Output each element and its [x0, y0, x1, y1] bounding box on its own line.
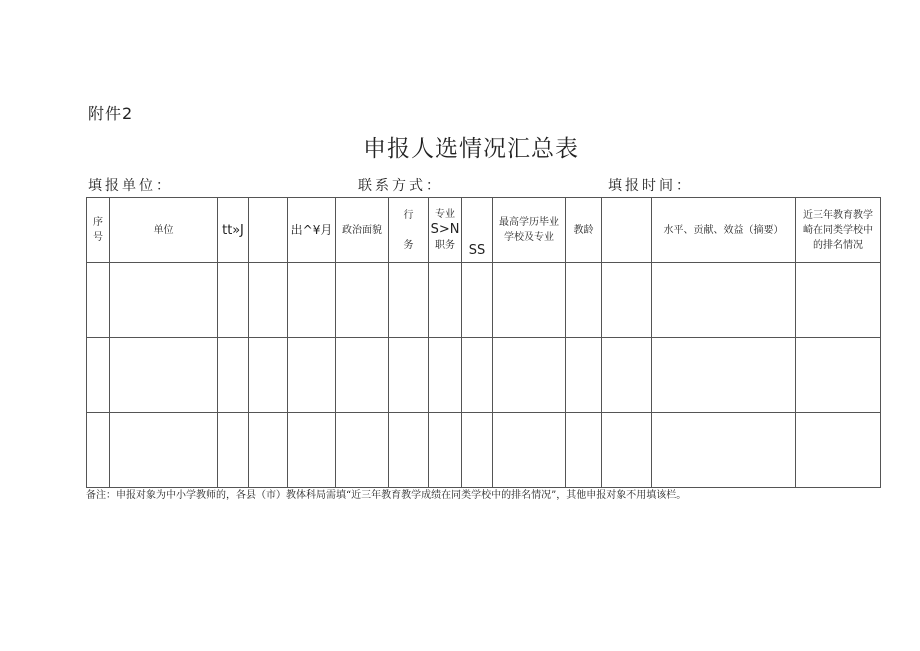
table-cell[interactable]	[602, 338, 652, 413]
table-cell[interactable]	[110, 263, 218, 338]
table-cell[interactable]	[288, 263, 336, 338]
table-cell[interactable]	[110, 338, 218, 413]
table-cell[interactable]	[389, 263, 429, 338]
table-cell[interactable]	[288, 338, 336, 413]
reporting-unit-label: 填报单位：	[88, 178, 173, 194]
table-cell[interactable]	[493, 338, 566, 413]
table-cell[interactable]	[566, 338, 602, 413]
summary-table	[86, 197, 881, 488]
table-cell[interactable]	[249, 413, 288, 488]
header-major: 专业 S>N 职务	[429, 198, 462, 263]
table-cell[interactable]	[796, 338, 881, 413]
header-politics: 政治面貌	[336, 198, 389, 263]
table-cell[interactable]	[602, 413, 652, 488]
table-cell[interactable]	[87, 413, 110, 488]
table-cell[interactable]	[389, 338, 429, 413]
table-cell[interactable]	[288, 413, 336, 488]
table-cell[interactable]	[652, 263, 796, 338]
reporting-time-label: 填报时间：	[608, 178, 693, 194]
table-cell[interactable]	[218, 338, 249, 413]
table-cell[interactable]	[652, 413, 796, 488]
table-cell[interactable]	[429, 413, 462, 488]
table-cell[interactable]	[796, 413, 881, 488]
footnote: 备注：申报对象为中小学教师的，各县（市）教体科局需填“近三年教育教学成绩在同类学校中的排名情况”，其他申报对象不用填该栏。	[86, 490, 687, 501]
table-cell[interactable]	[110, 413, 218, 488]
table-cell[interactable]	[249, 338, 288, 413]
table-row	[87, 338, 881, 413]
table-cell[interactable]	[493, 413, 566, 488]
header-col4	[249, 198, 288, 263]
table-cell[interactable]	[652, 338, 796, 413]
table-cell[interactable]	[566, 263, 602, 338]
header-col12	[602, 198, 652, 263]
header-position: 行 务	[389, 198, 429, 263]
table-header-row	[87, 198, 881, 263]
header-unit: 单位	[110, 198, 218, 263]
header-col9: SS	[462, 198, 493, 263]
table-cell[interactable]	[87, 263, 110, 338]
table-cell[interactable]	[336, 263, 389, 338]
table-cell[interactable]	[389, 413, 429, 488]
contact-label: 联系方式：	[358, 178, 443, 194]
header-col3: tt»J	[218, 198, 249, 263]
table-cell[interactable]	[493, 263, 566, 338]
table-row	[87, 413, 881, 488]
table-row	[87, 263, 881, 338]
header-level: 水平、贡献、效益（摘要）	[652, 198, 796, 263]
table-cell[interactable]	[602, 263, 652, 338]
table-cell[interactable]	[429, 263, 462, 338]
table-cell[interactable]	[87, 338, 110, 413]
table-cell[interactable]	[336, 338, 389, 413]
form-title: 申报人选情况汇总表	[363, 136, 579, 162]
table-cell[interactable]	[462, 338, 493, 413]
table-cell[interactable]	[462, 413, 493, 488]
table-cell[interactable]	[336, 413, 389, 488]
table-cell[interactable]	[249, 263, 288, 338]
attachment-label: 附件2	[88, 104, 134, 123]
table-cell[interactable]	[566, 413, 602, 488]
table-cell[interactable]	[462, 263, 493, 338]
header-education: 最高学历毕业 学校及专业	[493, 198, 566, 263]
table-cell[interactable]	[218, 413, 249, 488]
header-seq: 序 号	[87, 198, 110, 263]
table-cell[interactable]	[796, 263, 881, 338]
table-cell[interactable]	[218, 263, 249, 338]
header-teaching-age: 教龄	[566, 198, 602, 263]
table-cell[interactable]	[429, 338, 462, 413]
header-col5: 出^¥月	[288, 198, 336, 263]
header-ranking: 近三年教育教学 崎在同类学校中 的排名情况	[796, 198, 881, 263]
